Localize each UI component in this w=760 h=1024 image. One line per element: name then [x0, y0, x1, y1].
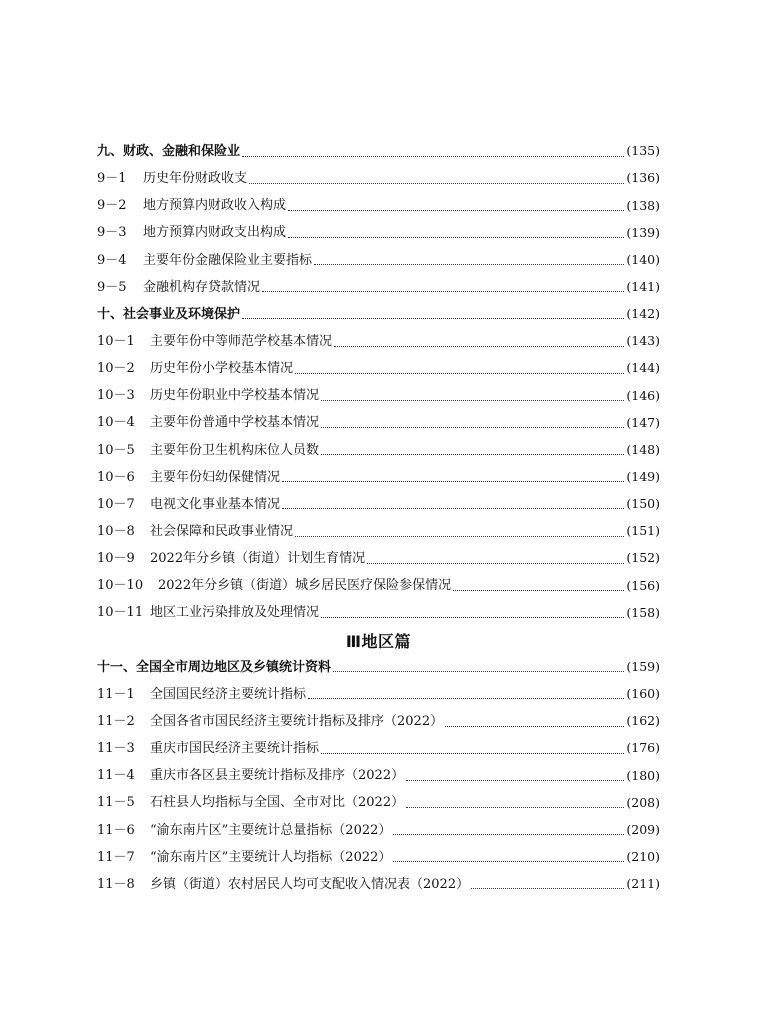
page-number: (144) [626, 360, 660, 376]
item-title: 2022年分乡镇（街道）计划生育情况 [150, 551, 366, 567]
section-title: 九、财政、金融和保险业 [97, 144, 241, 160]
toc-item-10-8[interactable] [97, 518, 660, 545]
item-title: 历史年份小学校基本情况 [150, 361, 294, 377]
toc-item-10-7[interactable] [97, 491, 660, 518]
item-number: 9－4 [97, 252, 127, 268]
page-number: (158) [626, 604, 660, 620]
item-number: 9－1 [97, 171, 127, 187]
item-title: “渝东南片区”主要统计总量指标（2022） [150, 822, 392, 838]
item-title: 地方预算内财政收入构成 [143, 198, 287, 214]
dot-leader [288, 197, 624, 211]
item-number: 11－8 [97, 876, 135, 892]
toc-section-9[interactable] [97, 138, 660, 165]
dot-leader [367, 550, 624, 564]
toc-item-9-3[interactable] [97, 219, 660, 246]
page-number: (156) [626, 577, 660, 593]
dot-leader [334, 333, 624, 347]
dot-leader [295, 360, 624, 374]
toc-item-10-3[interactable] [97, 382, 660, 409]
section-title: 十一、全国全市周边地区及乡镇统计资料 [97, 659, 332, 675]
page-number: (152) [626, 550, 660, 566]
toc-item-10-1[interactable] [97, 328, 660, 355]
dot-leader [445, 713, 624, 727]
item-number: 10－6 [97, 469, 135, 485]
toc-item-11-5[interactable] [97, 789, 660, 816]
item-title: 全国国民经济主要统计指标 [150, 686, 307, 702]
toc-item-10-9[interactable] [97, 545, 660, 572]
item-title: “渝东南片区”主要统计人均指标（2022） [150, 849, 392, 865]
item-number: 10－3 [97, 388, 135, 404]
dot-leader [282, 495, 624, 509]
item-number: 10－9 [97, 551, 135, 567]
toc-item-10-4[interactable] [97, 409, 660, 436]
toc-item-11-2[interactable] [97, 708, 660, 735]
page-number: (162) [626, 713, 660, 729]
toc-item-11-8[interactable] [97, 871, 660, 898]
item-number: 10－1 [97, 334, 135, 350]
toc-item-10-6[interactable] [97, 464, 660, 491]
toc-item-10-5[interactable] [97, 437, 660, 464]
dot-leader [288, 224, 624, 238]
page-number: (139) [626, 224, 660, 240]
toc-item-9-5[interactable] [97, 274, 660, 301]
toc-item-10-2[interactable] [97, 355, 660, 382]
item-title: 重庆市国民经济主要统计指标 [150, 741, 320, 757]
dot-leader [282, 468, 624, 482]
item-number: 11－7 [97, 849, 135, 865]
dot-leader [453, 577, 624, 591]
dot-leader [321, 387, 624, 401]
item-title: 乡镇（街道）农村居民人均可支配收入情况表（2022） [150, 876, 470, 892]
item-number: 9－5 [97, 279, 127, 295]
item-title: 社会保障和民政事业情况 [150, 524, 294, 540]
item-number: 11－4 [97, 768, 135, 784]
page-number: (159) [626, 658, 660, 674]
toc-item-9-2[interactable] [97, 192, 660, 219]
item-number: 10－8 [97, 524, 135, 540]
item-title: 金融机构存贷款情况 [143, 279, 261, 295]
page-number: (135) [626, 143, 660, 159]
toc-item-9-1[interactable] [97, 165, 660, 192]
toc-item-11-4[interactable] [97, 762, 660, 789]
page-number: (149) [626, 469, 660, 484]
dot-leader [321, 740, 624, 754]
toc-item-10-11[interactable] [97, 599, 660, 626]
item-number: 10－11 [97, 605, 144, 621]
item-title: 石柱县人均指标与全国、全市对比（2022） [150, 795, 405, 811]
item-number: 11－3 [97, 741, 135, 757]
page-number: (151) [626, 523, 660, 539]
item-title: 主要年份中等师范学校基本情况 [150, 334, 333, 350]
item-number: 11－5 [97, 795, 135, 811]
dot-leader [333, 658, 624, 672]
toc-item-11-6[interactable] [97, 817, 660, 844]
dot-leader [321, 441, 624, 455]
dot-leader [393, 848, 624, 862]
page-number: (143) [626, 333, 660, 349]
page-number: (180) [626, 767, 660, 783]
item-title: 主要年份卫生机构床位人员数 [150, 442, 320, 458]
toc-item-10-10[interactable] [97, 572, 660, 599]
dot-leader [406, 767, 624, 781]
item-title: 历史年份财政收支 [143, 171, 248, 187]
toc-item-11-3[interactable] [97, 735, 660, 762]
page-number: (142) [626, 306, 660, 322]
page-number: (146) [626, 387, 660, 403]
dot-leader [314, 251, 624, 265]
item-number: 10－2 [97, 361, 135, 377]
dot-leader [393, 821, 624, 835]
item-title: 2022年分乡镇（街道）城乡居民医疗保险参保情况 [158, 578, 452, 594]
item-number: 10－10 [97, 578, 144, 594]
page-number: (208) [626, 794, 660, 810]
item-number: 9－3 [97, 225, 127, 241]
dot-leader [321, 604, 624, 618]
page-number: (176) [626, 740, 660, 756]
dot-leader [249, 170, 624, 184]
page-number: (150) [626, 496, 660, 512]
item-number: 9－2 [97, 198, 127, 214]
page-number: (209) [626, 821, 660, 837]
item-number: 11－1 [97, 686, 135, 702]
item-title: 主要年份金融保险业主要指标 [143, 252, 313, 268]
item-title: 历史年份职业中学校基本情况 [150, 388, 320, 404]
item-number: 10－5 [97, 442, 135, 458]
page-number: (136) [626, 170, 660, 186]
page-number: (140) [626, 251, 660, 267]
item-number: 11－6 [97, 822, 135, 838]
page-number: (160) [626, 686, 660, 702]
toc-item-11-1[interactable] [97, 681, 660, 708]
dot-leader [471, 875, 624, 889]
dot-leader [295, 523, 624, 537]
item-number: 10－4 [97, 415, 135, 431]
dot-leader [242, 305, 624, 319]
page-number: (147) [626, 414, 660, 430]
page-number: (148) [626, 441, 660, 457]
item-title: 电视文化事业基本情况 [150, 496, 281, 512]
toc-section-11[interactable] [97, 654, 660, 681]
dot-leader [321, 414, 624, 428]
part-heading: Ⅲ地区篇 [345, 631, 412, 651]
item-title: 全国各省市国民经济主要统计指标及排序（2022） [150, 714, 444, 730]
toc-section-10[interactable] [97, 301, 660, 328]
page-number: (210) [626, 848, 660, 864]
item-number: 10－7 [97, 496, 135, 512]
section-title: 十、社会事业及环境保护 [97, 306, 241, 322]
page-number: (138) [626, 197, 660, 213]
item-title: 地方预算内财政支出构成 [143, 225, 287, 241]
item-number: 11－2 [97, 714, 135, 730]
item-title: 主要年份普通中学校基本情况 [150, 415, 320, 431]
page-number: (211) [626, 876, 660, 892]
dot-leader [406, 794, 624, 808]
dot-leader [242, 143, 624, 157]
toc-item-9-4[interactable] [97, 247, 660, 274]
dot-leader [308, 685, 624, 699]
item-title: 主要年份妇幼保健情况 [150, 469, 281, 485]
item-title: 地区工业污染排放及处理情况 [150, 605, 320, 621]
item-title: 重庆市各区县主要统计指标及排序（2022） [150, 768, 405, 784]
toc-item-11-7[interactable] [97, 844, 660, 871]
page-number: (141) [626, 279, 660, 295]
dot-leader [262, 278, 624, 292]
table-of-contents [97, 138, 660, 898]
